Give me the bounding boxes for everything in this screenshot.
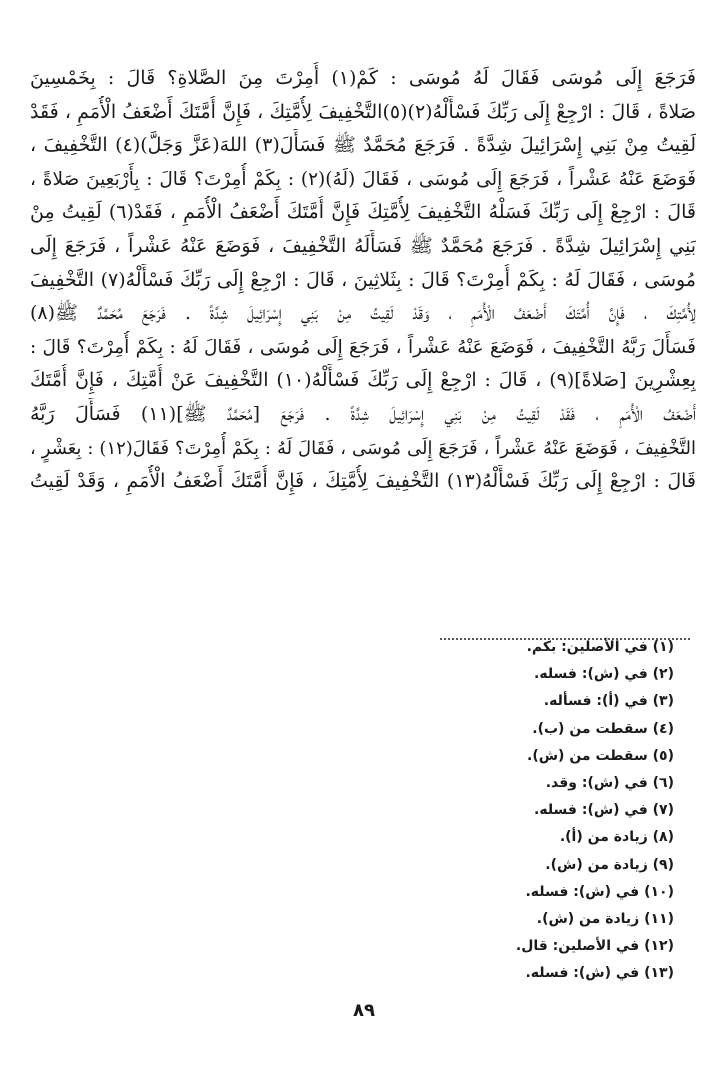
text-line: قَالَ : ارْجِعْ إِلَى رَبِّكَ فَسَلْهُ التَّخْفِيفَ لِأُمَّتِكَ فَإِنَّ أُمَّتَكَ أَضْعَفُ الْأُمَمِ ، فَقَدْ(٦) لَقِيتُ مِنْ bbox=[30, 201, 696, 224]
page-number: ٨٩ bbox=[353, 1000, 375, 1021]
text-line: بَنِي إِسْرَائِيلَ شِدَّةً . فَرَجَعَ مُحَمَّدٌ ﷺ فَسَأَلَهُ التَّخْفِيفَ ، فَوَضَعَ عَنْهُ عَشْراً ، فَرَجَعَ إِلَى bbox=[30, 234, 696, 257]
footnote: (٨) زيادة من (أ). bbox=[559, 829, 674, 846]
text-line: صَلاةً ، قَالَ : ارْجِعْ إِلَى رَبِّكَ فَسْأَلْهُ(٢)(٥)التَّخْفِيفَ لِأُمَّتِكَ ، فَإِنَّ أُمَّتَكَ أَضْعَفُ الْأُمَمِ ، فَقَدْ bbox=[30, 100, 696, 123]
footnote: (١١) زيادة من (ش). bbox=[536, 910, 674, 927]
footnote: (٧) في (ش): فسله. bbox=[534, 802, 674, 819]
text-line: قَالَ : ارْجِعْ إِلَى رَبِّكَ فَسْأَلْهُ(١٣) التَّخْفِيفَ لِأُمَّتِكَ ، فَإِنَّ أُمَّتَكَ أَضْعَفُ الْأُمَمِ ، وَقَدْ لَقِيتُ bbox=[30, 470, 696, 493]
footnote: (١٣) في (ش): فسله. bbox=[525, 965, 674, 982]
footnote: (١٠) في (ش): فسله. bbox=[525, 883, 674, 900]
main-text bbox=[30, 62, 696, 499]
text-line: بِعِشْرِينَ [صَلاةً](٩) ، قَالَ : ارْجِعْ إِلَى رَبِّكَ فَسْأَلْهُ(١٠) التَّخْفِيفَ عَنْ أُمَّتِكَ ، فَإِنَّ أُمَّتَكَ bbox=[30, 369, 696, 392]
text-line: أَضْعَفُ الْأُمَمِ ، فَقَدْ لَقِيتُ مِنْ بَنِي إِسْرَائِيلَ شِدَّةً . فَرَجَعَ [مُحَمَّدٌ ﷺ](١١) فَسَأَلَ رَبَّهُ bbox=[30, 402, 696, 425]
footnote: (١٢) في الأصلين: قال. bbox=[515, 938, 674, 955]
footnote: (٦) في (ش): وقد. bbox=[545, 774, 674, 791]
footnotes-list bbox=[314, 634, 674, 987]
text-line: فَوَضَعَ عَنْهُ عَشْراً ، فَرَجَعَ إِلَى مُوسَى ، فَقَالَ (لَهُ)(٢) : بِكَمْ أُمِرْتَ؟ قَالَ : بِأَرْبَعِينَ صَلاةً ، bbox=[30, 168, 696, 190]
footnote: (٢) في (ش): فسله. bbox=[534, 666, 674, 683]
text-line: التَّخْفِيفَ ، فَوَضَعَ عَنْهُ عَشْراً ، فَرَجَعَ إِلَى مُوسَى ، فَقَالَ لَهُ : بِكَمْ أُمِرْتَ؟ فَقَالَ(١٢) : بِعَشْرٍ ، bbox=[30, 437, 696, 459]
text-line: مُوسَى ، فَقَالَ لَهُ : بِكَمْ أُمِرْتَ؟ قَالَ : بِثَلاثِينَ ، قَالَ : ارْجِعْ إِلَى رَبِّكَ فَسْأَلْهُ(٧) التَّخْفِيفَ bbox=[30, 268, 696, 291]
text-line: فَسَأَلَ رَبَّهُ التَّخْفِيفَ ، فَوَضَعَ عَنْهُ عَشْراً ، فَرَجَعَ إِلَى مُوسَى ، فَقَالَ لَهُ : بِكَمْ أُمِرْتَ؟ قَالَ : bbox=[30, 336, 696, 358]
text-line: لِأُمَّتِكَ ، فَإِنَّ أُمَّتَكَ أَضْعَفُ الْأُمَمِ ، وَقَدْ لَقِيتُ مِنْ بَنِي إِسْرَائِيلَ شِدَّةً . فَرَجَعَ مُحَمَّدٌ ﷺ(٨) bbox=[30, 302, 696, 325]
footnote: (٥) سقطت من (ش). bbox=[527, 747, 674, 764]
footnote: (٩) زيادة من (ش). bbox=[545, 856, 674, 873]
text-line: لَقِيتُ مِنْ بَنِي إِسْرَائِيلَ شِدَّةً . فَرَجَعَ مُحَمَّدٌ ﷺ فَسَأَلَ(٣) اللهَ(عَزَّ وَجَلَّ)(٤) التَّخْفِيفَ ، bbox=[30, 134, 696, 157]
footnote: (٣) في (أ): فسأله. bbox=[543, 693, 674, 710]
text-line: فَرَجَعَ إِلَى مُوسَى فَقَالَ لَهُ مُوسَى : كَمْ(١) أُمِرْتَ مِنَ الصَّلاةِ؟ قَالَ : بِخَمْسِينَ bbox=[30, 67, 696, 89]
footnote: (١) في الأصلين: بكم. bbox=[526, 639, 674, 655]
footnote: (٤) سقطت من (ب). bbox=[532, 720, 674, 737]
